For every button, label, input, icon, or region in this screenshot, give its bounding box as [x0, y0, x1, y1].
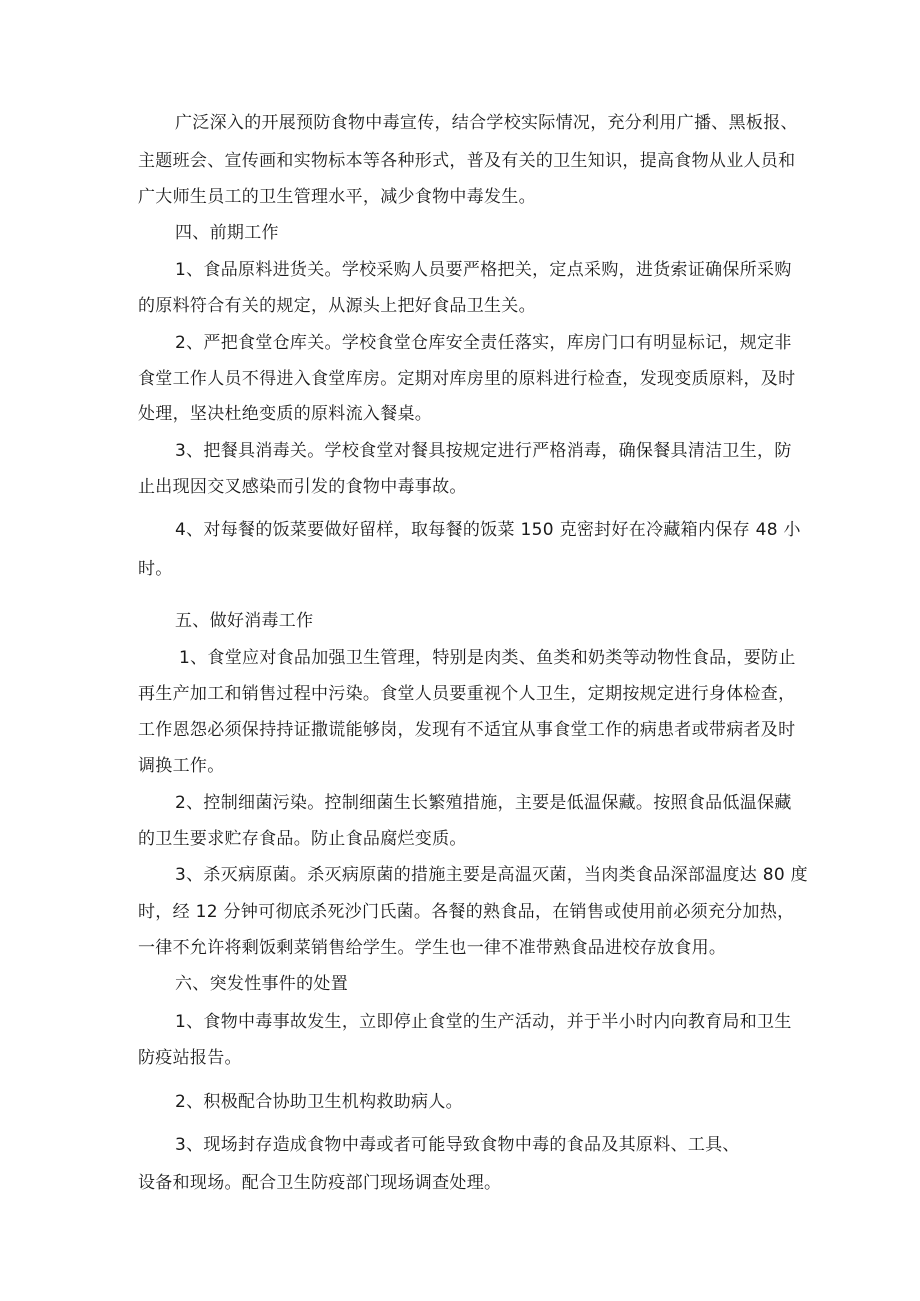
paragraph-line: 一律不允许将剩饭剩菜销售给学生。学生也一律不准带熟食品进校存放食用。: [138, 938, 727, 958]
section-heading: 四、前期工作: [175, 223, 279, 243]
paragraph-line: 处理，坚决杜绝变质的原料流入餐桌。: [138, 404, 433, 424]
paragraph-line: 1、食堂应对食品加强卫生管理，特别是肉类、鱼类和奶类等动物性食品，要防止: [179, 648, 796, 668]
paragraph-line: 的卫生要求贮存食品。防止食品腐烂变质。: [138, 829, 467, 849]
section-heading: 五、做好消毒工作: [175, 611, 314, 631]
paragraph-line: 2、积极配合协助卫生机构救助病人。: [175, 1092, 463, 1112]
paragraph-line: 设备和现场。配合卫生防疫部门现场调查处理。: [138, 1173, 502, 1193]
section-heading: 六、突发性事件的处置: [175, 974, 348, 994]
paragraph-line: 工作恩怨必须保持持证撒谎能够岗，发现有不适宜从事食堂工作的病患者或带病者及时: [138, 720, 796, 740]
paragraph-line: 广大师生员工的卫生管理水平，减少食物中毒发生。: [138, 187, 536, 207]
paragraph-line: 3、现场封存造成食物中毒或者可能导致食物中毒的食品及其原料、工具、: [175, 1135, 740, 1155]
paragraph-line: 防疫站报告。: [138, 1048, 242, 1068]
paragraph-line: 再生产加工和销售过程中污染。食堂人员要重视个人卫生，定期按规定进行身体检查，: [138, 684, 796, 704]
paragraph-line: 2、控制细菌污染。控制细菌生长繁殖措施，主要是低温保藏。按照食品低温保藏: [175, 793, 792, 813]
paragraph-line: 2、严把食堂仓库关。学校食堂仓库安全责任落实，库房门口有明显标记，规定非: [175, 333, 792, 353]
paragraph-line: 止出现因交叉感染而引发的食物中毒事故。: [138, 477, 467, 497]
paragraph-line: 时，经 12 分钟可彻底杀死沙门氏菌。各餐的熟食品，在销售或使用前必须充分加热，: [138, 902, 795, 922]
paragraph-line: 的原料符合有关的规定，从源头上把好食品卫生关。: [138, 296, 536, 316]
paragraph-line: 调换工作。: [138, 756, 225, 776]
paragraph-line: 主题班会、宣传画和实物标本等各种形式，普及有关的卫生知识，提高食物从业人员和: [138, 151, 796, 171]
paragraph-line: 4、对每餐的饭菜要做好留样，取每餐的饭菜 150 克密封好在冷藏箱内保存 48 小: [175, 520, 801, 540]
paragraph-line: 1、食物中毒事故发生，立即停止食堂的生产活动，并于半小时内向教育局和卫生: [175, 1012, 792, 1032]
paragraph-line: 3、杀灭病原菌。杀灭病原菌的措施主要是高温灭菌，当肉类食品深部温度达 80 度: [175, 865, 808, 885]
paragraph-line: 广泛深入的开展预防食物中毒宣传，结合学校实际情况，充分利用广播、黑板报、: [175, 113, 798, 133]
paragraph-line: 3、把餐具消毒关。学校食堂对餐具按规定进行严格消毒，确保餐具清洁卫生，防: [175, 441, 792, 461]
paragraph-line: 时。: [138, 559, 173, 579]
paragraph-line: 食堂工作人员不得进入食堂库房。定期对库房里的原料进行检查，发现变质原料，及时: [138, 369, 796, 389]
paragraph-line: 1、食品原料进货关。学校采购人员要严格把关，定点采购，进货索证确保所采购: [175, 260, 792, 280]
